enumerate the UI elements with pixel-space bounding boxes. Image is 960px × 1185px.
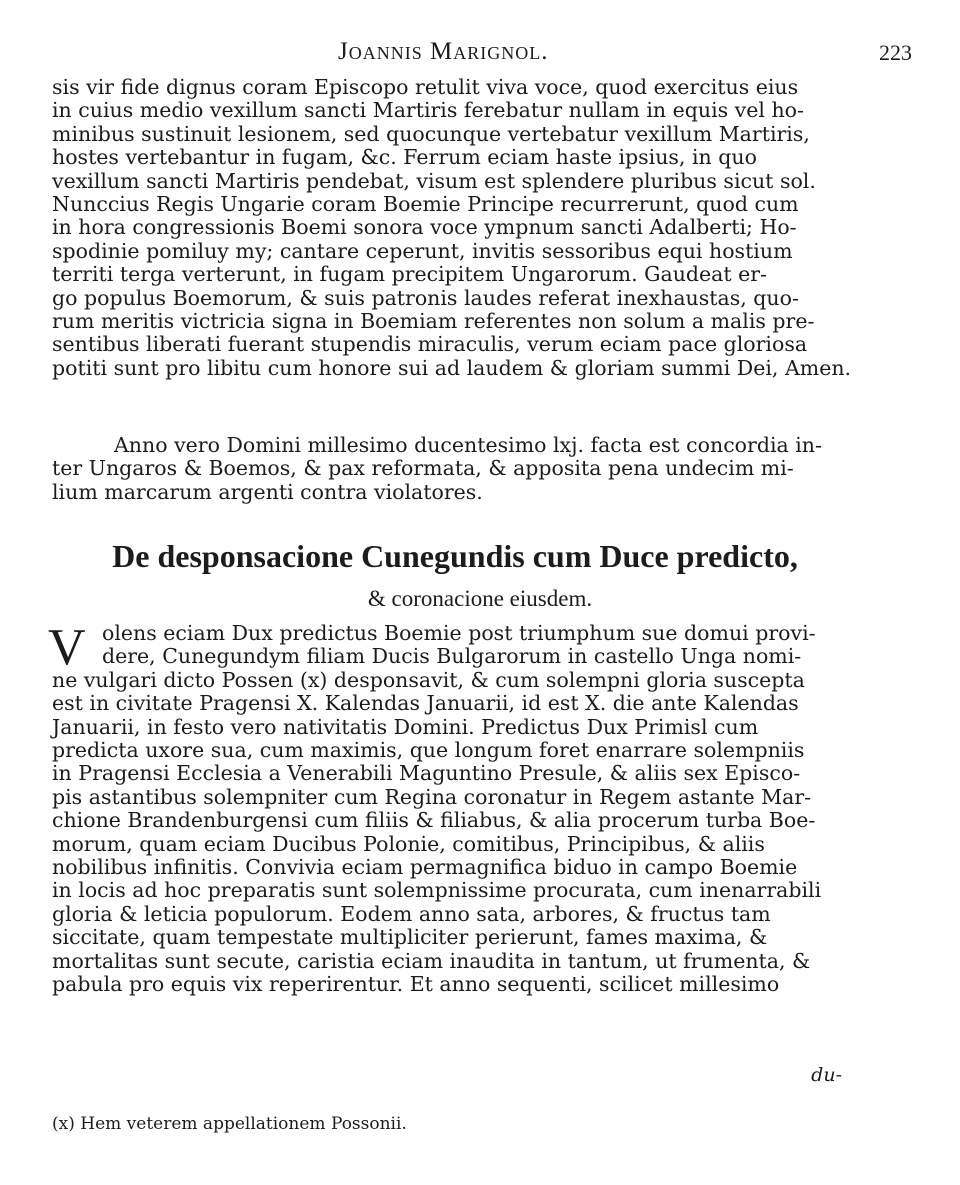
footnote: (x) Hem veterem appellationem Possonii. (52, 1114, 407, 1134)
text-line: potiti sunt pro libitu cum honore sui ad laudem & gloriam summi Dei, Amen. (52, 355, 852, 380)
drop-cap: V (48, 619, 86, 676)
text-line: hostes vertebantur in fugam, &c. Ferrum eciam haste ipsius, in quo (52, 145, 757, 170)
text-line: siccitate, quam tempestate multipliciter perierunt, fames maxima, & (52, 925, 768, 950)
catchword: du- (811, 1064, 842, 1086)
paragraph-text (52, 434, 854, 504)
text-line: in Pragensi Ecclesia a Venerabili Maguntino Presule, & aliis sex Episco- (52, 761, 801, 786)
paragraph-text (52, 622, 854, 997)
page-header (0, 38, 960, 78)
paragraph-3 (48, 619, 854, 997)
text-line: sis vir fide dignus coram Episcopo retulit viva voce, quod exercitus eius (52, 75, 799, 99)
paragraph-text (52, 76, 854, 380)
text-line: spodinie pomiluy my; cantare ceperunt, invitis sessoribus equi hostium (52, 238, 793, 263)
text-line: predicta uxore sua, cum maximis, que longum foret enarrare solempniis (52, 738, 805, 763)
text-line: Anno vero Domini millesimo ducentesimo lxj. facta est concordia in- (114, 433, 822, 457)
text-line: territi terga verterunt, in fugam precipitem Ungarorum. Gaudeat er- (52, 262, 768, 287)
text-line: vexillum sancti Martiris pendebat, visum est splendere pluribus sicut sol. (52, 168, 816, 193)
text-line: ne vulgari dicto Possen (x) desponsavit, & cum solempni gloria suscepta (52, 667, 805, 692)
text-line: go populus Boemorum, & suis patronis laudes referat inexhaustas, quo- (52, 285, 799, 310)
paragraph-2 (52, 434, 854, 504)
page-number: 223 (879, 40, 912, 65)
text-line: lium marcarum argenti contra violatores. (52, 479, 483, 504)
text-line: pabula pro equis vix reperirentur. Et anno sequenti, scilicet millesimo (52, 972, 780, 997)
text-line: sentibus liberati fuerant stupendis miraculis, verum eciam pace gloriosa (52, 332, 808, 357)
text-line: ter Ungaros & Boemos, & pax reformata, & apposita pena undecim mi- (52, 456, 794, 481)
paragraph-1 (52, 76, 854, 380)
section-title: De desponsacione Cunegundis cum Duce predicto, (112, 538, 798, 574)
text-line: mortalitas sunt secute, caristia eciam inaudita in tantum, ut frumenta, & (52, 948, 811, 973)
text-line: minibus sustinuit lesionem, sed quocunque vertebatur vexillum Martiris, (52, 121, 810, 146)
section-subtitle: & coronacione eiusdem. (367, 586, 593, 611)
text-line: dere, Cunegundym filiam Ducis Bulgarorum in castello Unga nomi- (102, 644, 802, 669)
text-line: est in civitate Pragensi X. Kalendas Januarii, id est X. die ante Kalendas (52, 691, 799, 716)
text-line: gloria & leticia populorum. Eodem anno sata, arbores, & fructus tam (52, 901, 771, 926)
text-line: pis astantibus solempniter cum Regina coronatur in Regem astante Mar- (52, 784, 812, 809)
text-line: chione Brandenburgensi cum filiis & filiabus, & alia procerum turba Boe- (52, 808, 816, 833)
text-line: rum meritis victricia signa in Boemiam referentes non solum a malis pre- (52, 309, 815, 334)
text-line: in cuius medio vexillum sancti Martiris ferebatur nullam in equis vel ho- (52, 98, 804, 123)
running-title: Joannis Marignol. (338, 38, 549, 65)
text-line: Nunccius Regis Ungarie coram Boemie Principe recurrerunt, quod cum (52, 192, 799, 217)
text-line: Januarii, in festo vero nativitatis Domini. Predictus Dux Primisl cum (52, 714, 759, 739)
text-line: olens eciam Dux predictus Boemie post triumphum sue domui provi- (102, 621, 816, 645)
text-line: nobilibus infinitis. Convivia eciam permagnifica biduo in campo Boemie (52, 855, 798, 880)
text-line: in locis ad hoc preparatis sunt solempnissime procurata, cum inenarrabili (52, 878, 822, 903)
text-line: in hora congressionis Boemi sonora voce ympnum sancti Adalberti; Ho- (52, 215, 797, 240)
text-line: morum, quam eciam Ducibus Polonie, comitibus, Principibus, & aliis (52, 831, 765, 856)
